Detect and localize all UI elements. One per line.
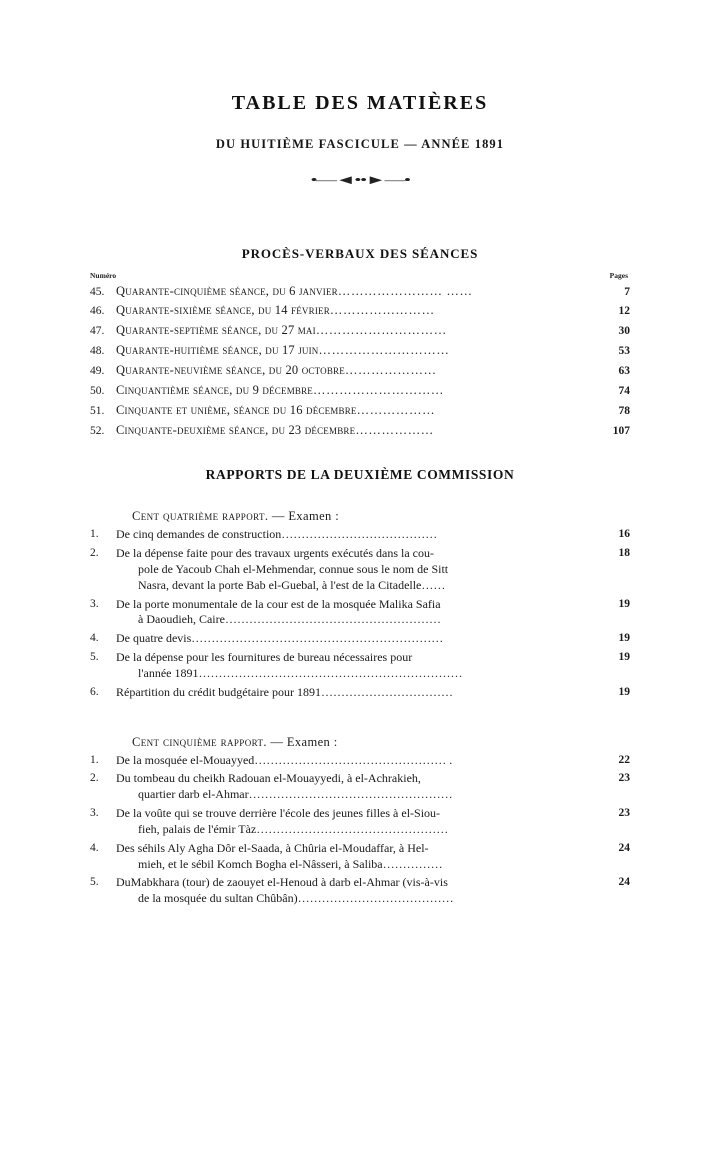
entry-number: 4. bbox=[90, 632, 99, 645]
entry-number: 45. bbox=[90, 285, 105, 298]
entry-page: 7 bbox=[624, 285, 630, 298]
toc-entry[interactable] bbox=[90, 650, 630, 682]
entry-text bbox=[116, 841, 596, 873]
entry-number: 1. bbox=[90, 528, 99, 541]
entry-text: Quarante-cinquième séance, du 6 janvier…………………… …… bbox=[116, 283, 473, 298]
leader-dots: ……………… bbox=[355, 422, 434, 437]
entry-page: 30 bbox=[618, 325, 630, 338]
leader-dots: ………………………… bbox=[318, 343, 450, 358]
entry-number: 46. bbox=[90, 305, 105, 318]
report-title-text: Cent cinquième rapport. — bbox=[132, 734, 284, 749]
toc-entry[interactable] bbox=[90, 597, 630, 629]
toc-entry[interactable] bbox=[90, 382, 630, 399]
toc-entry[interactable] bbox=[90, 841, 630, 873]
section-heading-rapports: RAPPORTS DE LA DEUXIÈME COMMISSION bbox=[205, 467, 515, 483]
entry-number: 2. bbox=[90, 772, 99, 785]
entry-text: Cinquante et unième, séance du 16 décembre……………… bbox=[116, 402, 436, 417]
entry-line: Des séhils Aly Agha Dôr el-Saada, à Chûria el-Moudaffar, à Hel- bbox=[116, 840, 429, 855]
entry-number: 48. bbox=[90, 345, 105, 358]
entry-line: fieh, palais de l'émir Tàz………………………………………… bbox=[138, 821, 449, 836]
entry-text bbox=[116, 650, 596, 682]
entry-number: 1. bbox=[90, 753, 99, 766]
entry-line: DuMabkhara (tour) de zaouyet el-Henoud à darb el-Ahmar (vis-à-vis bbox=[116, 875, 448, 890]
entry-page: 16 bbox=[618, 528, 630, 541]
column-header-number: Numéro bbox=[90, 271, 117, 280]
entry-line: Nasra, devant la porte Bab el-Guebal, à l'est de la Citadelle…… bbox=[138, 577, 446, 592]
toc-entry[interactable] bbox=[90, 422, 630, 439]
entry-page: 23 bbox=[618, 772, 630, 785]
entry-text bbox=[116, 771, 596, 803]
report-title-text: Cent quatrième rapport. — bbox=[132, 509, 285, 524]
entry-page: 107 bbox=[612, 424, 630, 437]
entry-text: Quarante-neuvième séance, du 20 octobre………………… bbox=[116, 363, 437, 378]
toc-entry[interactable] bbox=[90, 527, 630, 543]
entry-page: 22 bbox=[618, 753, 630, 766]
entry-line: De la porte monumentale de la cour est de la mosquée Malika Safia bbox=[116, 596, 441, 611]
toc-entry[interactable] bbox=[90, 302, 630, 319]
leader-dots: …………………… bbox=[329, 303, 435, 318]
toc-entry[interactable] bbox=[90, 402, 630, 419]
entry-number: 51. bbox=[90, 404, 105, 417]
entry-number: 52. bbox=[90, 424, 105, 437]
entry-line: l'année 1891………………………………………………………… bbox=[138, 665, 463, 680]
entry-page: 24 bbox=[618, 841, 630, 854]
entry-line: De cinq demandes de construction………………………………… bbox=[116, 527, 438, 542]
toc-entry[interactable] bbox=[90, 283, 630, 300]
entry-page: 53 bbox=[618, 345, 630, 358]
leader-dots: ………………………… bbox=[315, 323, 447, 338]
page-subtitle: DU HUITIÈME FASCICULE — ANNÉE 1891 bbox=[215, 137, 505, 151]
entry-line: à Daoudieh, Caire……………………………………………… bbox=[138, 612, 441, 627]
toc-entry[interactable] bbox=[90, 546, 630, 593]
entry-number: 47. bbox=[90, 325, 105, 338]
ornament-divider bbox=[90, 172, 630, 188]
entry-page: 63 bbox=[618, 365, 630, 378]
toc-list-seances bbox=[90, 283, 630, 440]
toc-entry[interactable] bbox=[90, 806, 630, 838]
entry-line: mieh, et le sébil Komch Bogha el-Nâsseri, à Saliba…………… bbox=[138, 856, 443, 871]
toc-entry[interactable] bbox=[90, 342, 630, 359]
entry-number: 3. bbox=[90, 807, 99, 820]
page-title: TABLE DES MATIÈRES bbox=[231, 92, 489, 114]
toc-entry[interactable] bbox=[90, 771, 630, 803]
entry-line: De la mosquée el-Mouayyed………………………………………… . bbox=[116, 752, 453, 767]
entry-page: 19 bbox=[618, 651, 630, 664]
report-title-104 bbox=[132, 509, 630, 524]
entry-number: 2. bbox=[90, 547, 99, 560]
entry-line: De quatre devis……………………………………………………… bbox=[116, 631, 444, 646]
entry-line: pole de Yacoub Chah el-Mehmendar, connue sous le nom de Sitt bbox=[138, 561, 449, 576]
entry-line: De la dépense pour les fournitures de bureau nécessaires pour bbox=[116, 650, 413, 665]
toc-entry[interactable] bbox=[90, 362, 630, 379]
entry-text bbox=[116, 685, 596, 701]
entry-text: Quarante-huitième séance, du 17 juin………………………… bbox=[116, 343, 450, 358]
toc-entry[interactable] bbox=[90, 631, 630, 647]
entry-text: Quarante-sixième séance, du 14 février…………………… bbox=[116, 303, 435, 318]
entry-number: 3. bbox=[90, 597, 99, 610]
entry-number: 50. bbox=[90, 385, 105, 398]
entry-text bbox=[116, 631, 596, 647]
entry-text: Cinquante-deuxième séance, du 23 décembre……………… bbox=[116, 422, 434, 437]
toc-entry[interactable] bbox=[90, 753, 630, 769]
entry-page: 18 bbox=[618, 547, 630, 560]
entry-line: De la voûte qui se trouve derrière l'école des jeunes filles à el-Siou- bbox=[116, 806, 441, 821]
entry-line: Du tombeau du cheikh Radouan el-Mouayyedi, à el-Achrakieh, bbox=[116, 771, 421, 786]
entry-page: 12 bbox=[618, 305, 630, 318]
leader-dots: ………………………… bbox=[313, 383, 445, 398]
entry-text bbox=[116, 875, 596, 907]
entry-number: 49. bbox=[90, 365, 105, 378]
entry-number: 4. bbox=[90, 841, 99, 854]
leader-dots: …………………… …… bbox=[337, 283, 473, 298]
entry-line: Répartition du crédit budgétaire pour 1891…………………………… bbox=[116, 684, 453, 699]
entry-text: Quarante-septième séance, du 27 mai………………………… bbox=[116, 323, 447, 338]
entry-page: 74 bbox=[618, 385, 630, 398]
leader-dots: ……………… bbox=[356, 402, 436, 417]
section-heading-proces-verbaux: PROCÈS-VERBAUX DES SÉANCES bbox=[241, 246, 479, 261]
entry-text bbox=[116, 806, 596, 838]
report-title-105 bbox=[132, 735, 630, 750]
toc-entry[interactable] bbox=[90, 875, 630, 907]
document-page bbox=[0, 92, 720, 1174]
report-examen-label: Examen : bbox=[286, 734, 338, 749]
entry-number: 5. bbox=[90, 876, 99, 889]
entry-page: 78 bbox=[618, 404, 630, 417]
toc-list-report-104 bbox=[90, 527, 630, 700]
column-headers bbox=[90, 271, 630, 280]
entry-text bbox=[116, 597, 596, 629]
report-examen-label: Examen : bbox=[288, 509, 340, 524]
entry-page: 19 bbox=[618, 597, 630, 610]
entry-text bbox=[116, 753, 596, 769]
entry-number: 6. bbox=[90, 685, 99, 698]
ornament-glyph: •—◄••►—• bbox=[310, 172, 410, 187]
entry-line: De la dépense faite pour des travaux urgents exécutés dans la cou- bbox=[116, 546, 434, 561]
toc-entry[interactable] bbox=[90, 685, 630, 701]
entry-text bbox=[116, 546, 596, 593]
toc-list-report-105 bbox=[90, 753, 630, 907]
entry-page: 24 bbox=[618, 876, 630, 889]
column-header-pages: Pages bbox=[609, 271, 628, 280]
entry-page: 23 bbox=[618, 807, 630, 820]
leader-dots: ………………… bbox=[344, 363, 437, 378]
toc-entry[interactable] bbox=[90, 322, 630, 339]
entry-number: 5. bbox=[90, 651, 99, 664]
entry-page: 19 bbox=[618, 632, 630, 645]
entry-text bbox=[116, 527, 596, 543]
entry-line: quartier darb el-Ahmar…………………………………………… bbox=[138, 787, 453, 802]
entry-page: 19 bbox=[618, 685, 630, 698]
entry-text: Cinquantième séance, du 9 décembre………………………… bbox=[116, 383, 445, 398]
entry-line: de la mosquée du sultan Chûbân)………………………………… bbox=[138, 891, 454, 906]
